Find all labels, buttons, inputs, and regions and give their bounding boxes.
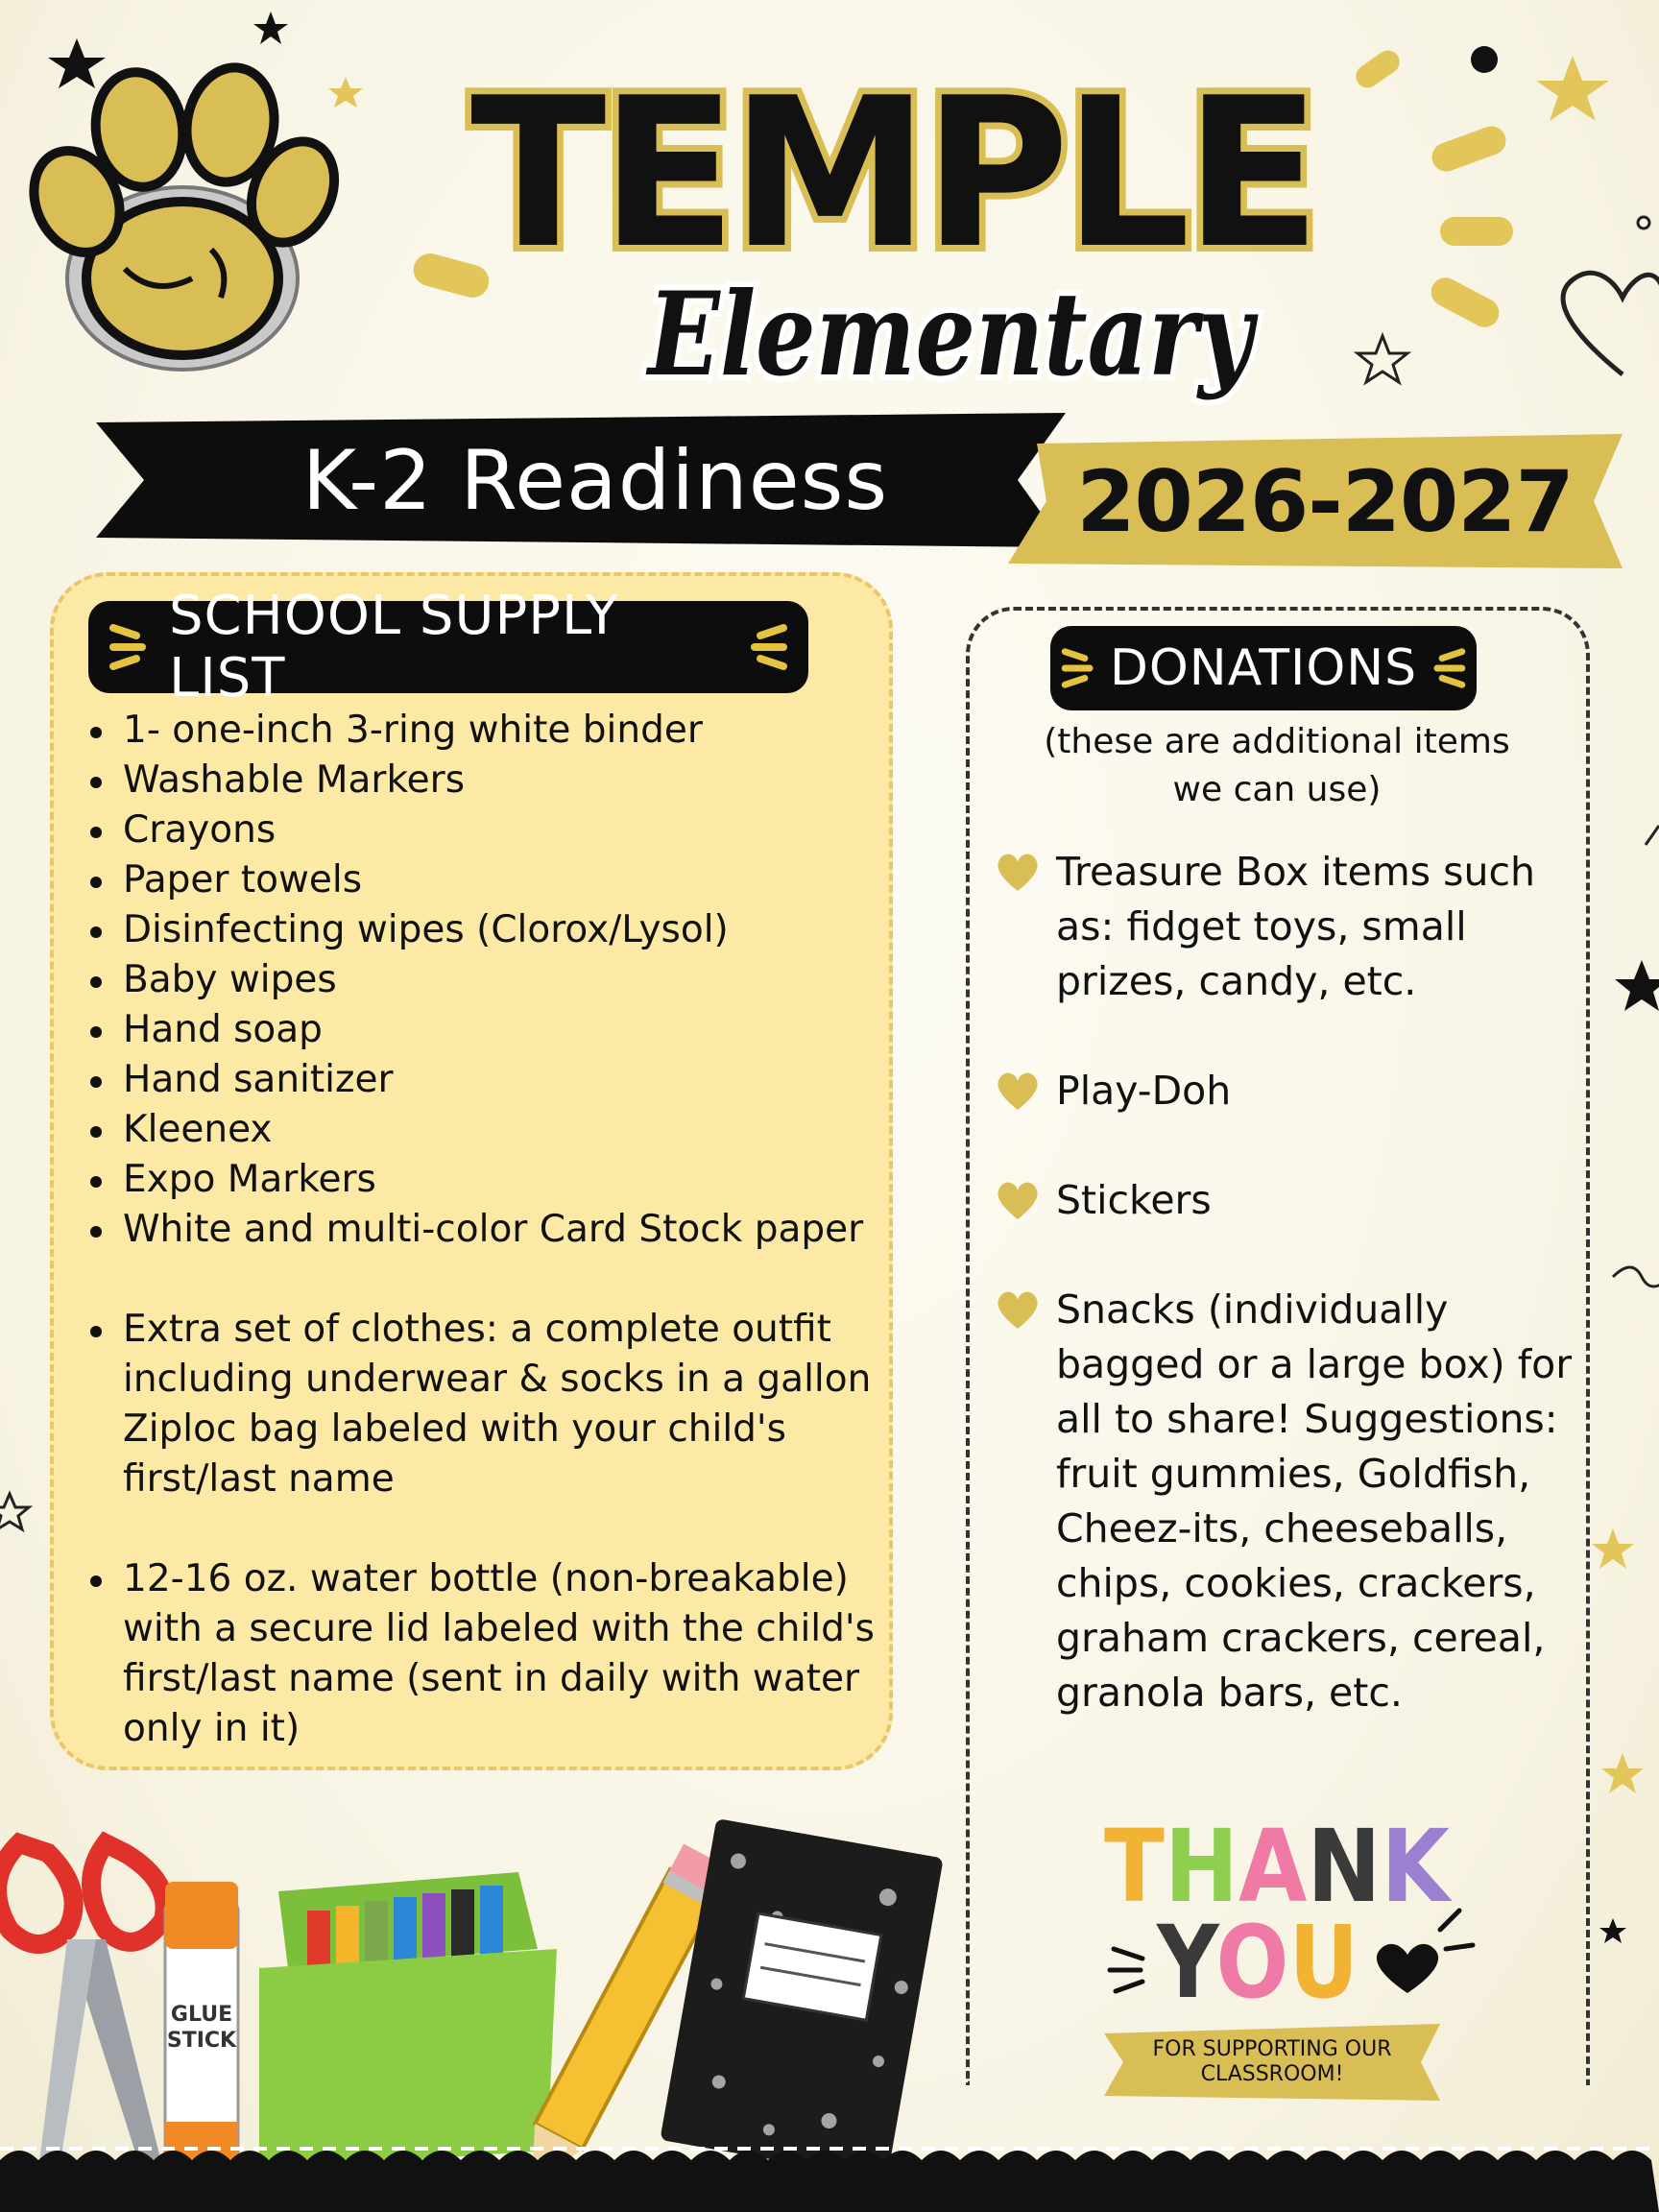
school-name-temple-text: TEMPLE — [470, 53, 1315, 294]
list-item: Extra set of clothes: a complete outfit including underwear & socks in a gallon Ziploc bag labeled with your child's first/last name — [88, 1305, 876, 1504]
you-text — [1155, 1904, 1370, 2021]
heart-doodle-icon — [1563, 273, 1659, 374]
list-item — [995, 1283, 1580, 1720]
list-item — [995, 1173, 1580, 1228]
bottom-border — [0, 2122, 1659, 2212]
heart-icon — [995, 1070, 1041, 1112]
list-item: Baby wipes — [88, 955, 876, 1005]
supply-list-header — [88, 585, 808, 709]
sparkle-icon — [747, 618, 789, 676]
donations-header — [1050, 626, 1477, 710]
heart-icon — [995, 851, 1041, 893]
heart-icon — [995, 1288, 1041, 1331]
glue-stick-label-line2: STICK — [166, 2029, 237, 2053]
donations-subtitle: (these are additional items we can use) — [1044, 722, 1510, 809]
star-icon — [1601, 1753, 1644, 1793]
supply-list-title: SCHOOL SUPPLY LIST — [169, 585, 619, 709]
donation-item-text: Play-Doh — [1056, 1068, 1232, 1114]
program-title: K-2 Readiness — [301, 433, 889, 529]
list-item: 1- one-inch 3-ring white binder — [88, 706, 876, 756]
you-y: Y — [1157, 1904, 1226, 2021]
star-icon — [1592, 1528, 1634, 1569]
paw-print-icon — [19, 38, 346, 384]
list-item: Expo Markers — [88, 1155, 876, 1205]
donations-title: DONATIONS — [1109, 639, 1418, 697]
thank-n: N — [1307, 1808, 1391, 1925]
sparkle-icon — [1060, 643, 1096, 693]
list-item: Kleenex — [88, 1105, 876, 1155]
heart-icon — [995, 1179, 1041, 1221]
donations-list — [995, 845, 1580, 1775]
supply-list — [88, 706, 876, 1754]
school-name-elementary-text: Elementary — [645, 267, 1259, 402]
glue-stick-label-line1: GLUE — [170, 2003, 233, 2027]
you-u: U — [1288, 1904, 1370, 2021]
thank-h: H — [1164, 1808, 1248, 1925]
list-item: White and multi-color Card Stock paper — [88, 1205, 876, 1255]
donation-item-text: Snacks (individually bagged or a large box) for all to share! Suggestions: fruit gummies, Goldfish, Cheez-its, cheeseballs, chips, cookies, crackers, graham crackers, cereal, granola bars, etc. — [1056, 1286, 1573, 1716]
list-item: Washable Markers — [88, 756, 876, 805]
donation-item-text: Stickers — [1056, 1177, 1212, 1223]
star-icon — [1615, 960, 1659, 1011]
you-o: O — [1215, 1904, 1301, 2021]
thank-k: K — [1381, 1808, 1459, 1925]
thank-you-banner-text: FOR SUPPORTING OUR CLASSROOM! — [1152, 2037, 1392, 2086]
star-icon — [1599, 1918, 1626, 1943]
list-item — [995, 1064, 1580, 1118]
list-item: 12-16 oz. water bottle (non-breakable) with a secure lid labeled with the child's first/last name (sent in daily with water only in it) — [88, 1554, 876, 1754]
school-year: 2026-2027 — [1076, 451, 1574, 551]
donation-item-text: Treasure Box items such as: fidget toys, small prizes, candy, etc. — [1056, 849, 1536, 1004]
list-item: Hand soap — [88, 1005, 876, 1055]
star-icon — [1536, 56, 1609, 121]
sparkle-icon — [108, 618, 150, 676]
thank-t: T — [1104, 1808, 1172, 1925]
star-outline-icon — [1358, 336, 1407, 382]
thank-a: A — [1238, 1808, 1316, 1925]
dot-icon — [1471, 46, 1498, 73]
list-item — [995, 845, 1580, 1009]
list-item: Crayons — [88, 805, 876, 855]
list-item: Paper towels — [88, 855, 876, 905]
thank-you-graphic — [1066, 1805, 1488, 2021]
heart-outline-icon — [1377, 1944, 1438, 1993]
list-item: Disinfecting wipes (Clorox/Lysol) — [88, 905, 876, 955]
list-item: Hand sanitizer — [88, 1055, 876, 1105]
sparkle-icon — [1431, 643, 1467, 693]
star-outline-icon — [0, 1494, 29, 1529]
swirl-doodle-icon — [1613, 1267, 1659, 1286]
